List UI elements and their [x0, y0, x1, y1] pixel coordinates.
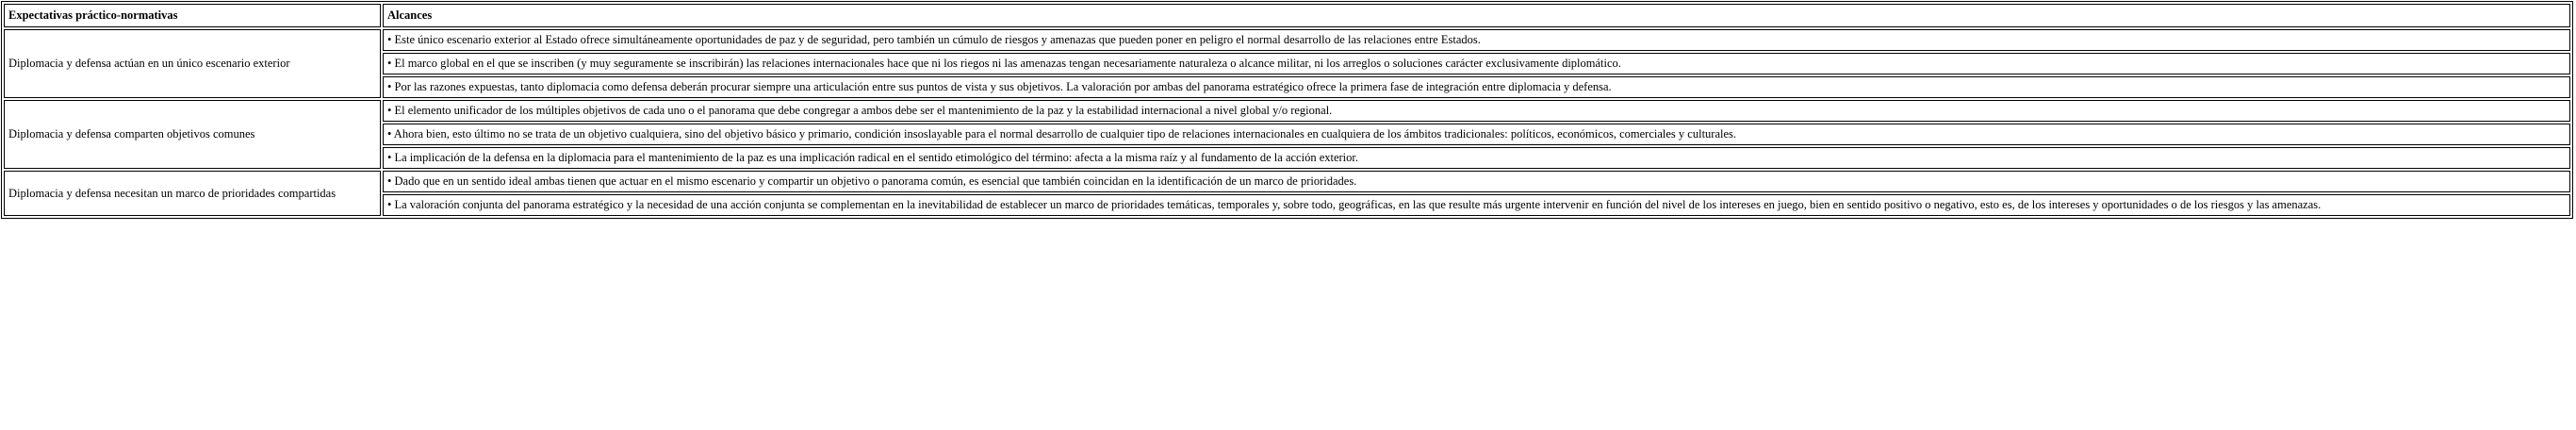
scope-item: • La implicación de la defensa en la diplomacia para el mantenimiento de la paz es una implicación radical en el sentido etimológico del término: afecta a la misma raíz y al fundamento de la acción exterior. [383, 147, 2570, 169]
scope-item: • La valoración conjunta del panorama estratégico y la necesidad de una acción conjunta se complementan en la inevitabilidad de establecer un marco de prioridades temáticas, temporales y, sobre todo, geográficas, en las que resulte más urgente intervenir en función del nivel de los intereses en juego, bien en sentido positivo o negativo, esto es, de los intereses y oportunidades o de los riesgos y las amenazas. [383, 194, 2570, 216]
header-expectativas: Expectativas práctico-normativas [4, 4, 381, 27]
scope-item: • Dado que en un sentido ideal ambas tienen que actuar en el mismo escenario y compartir un objetivo o panorama común, es esencial que también coincidan en la identificación de un marco de prioridades. [383, 171, 2570, 192]
table-row [4, 29, 2570, 51]
table-row [4, 124, 2570, 145]
scope-item: • Este único escenario exterior al Estado ofrece simultáneamente oportunidades de paz y de seguridad, pero también un cúmulo de riesgos y amenazas que pueden poner en peligro el normal desarrollo de las relaciones entre Estados. [383, 29, 2570, 51]
category-cell-escenario: Diplomacia y defensa actúan en un único escenario exterior [4, 29, 381, 98]
header-row [4, 4, 2570, 27]
table-row [4, 147, 2570, 169]
scope-item: • Ahora bien, esto último no se trata de un objetivo cualquiera, sino del objetivo básico y primario, condición insoslayable para el normal desarrollo de cualquier tipo de relaciones internacionales en cualquiera de los ámbitos tradicionales: políticos, económicos, comerciales y culturales. [383, 124, 2570, 145]
document-table-container [1, 1, 2573, 219]
scope-item: • El elemento unificador de los múltiples objetivos de cada uno o el panorama que debe congregar a ambos debe ser el mantenimiento de la paz y la estabilidad internacional a nivel global y/o regional. [383, 100, 2570, 122]
header-alcances: Alcances [383, 4, 2570, 27]
category-cell-objetivos: Diplomacia y defensa comparten objetivos comunes [4, 100, 381, 169]
table-row [4, 53, 2570, 74]
table-row [4, 76, 2570, 98]
scope-item: • El marco global en el que se inscriben (y muy seguramente se inscribirán) las relaciones internacionales hace que ni los riegos ni las amenazas tengan necesariamente naturaleza o alcance militar, ni los arreglos o soluciones carácter exclusivamente diplomático. [383, 53, 2570, 74]
scope-item: • Por las razones expuestas, tanto diplomacia como defensa deberán procurar siempre una articulación entre sus puntos de vista y sus objetivos. La valoración por ambas del panorama estratégico ofrece la primera fase de integración entre diplomacia y defensa. [383, 76, 2570, 98]
table-row [4, 194, 2570, 216]
expectations-table [1, 1, 2573, 219]
table-row [4, 100, 2570, 122]
table-row [4, 171, 2570, 192]
category-cell-prioridades: Diplomacia y defensa necesitan un marco de prioridades compartidas [4, 171, 381, 216]
